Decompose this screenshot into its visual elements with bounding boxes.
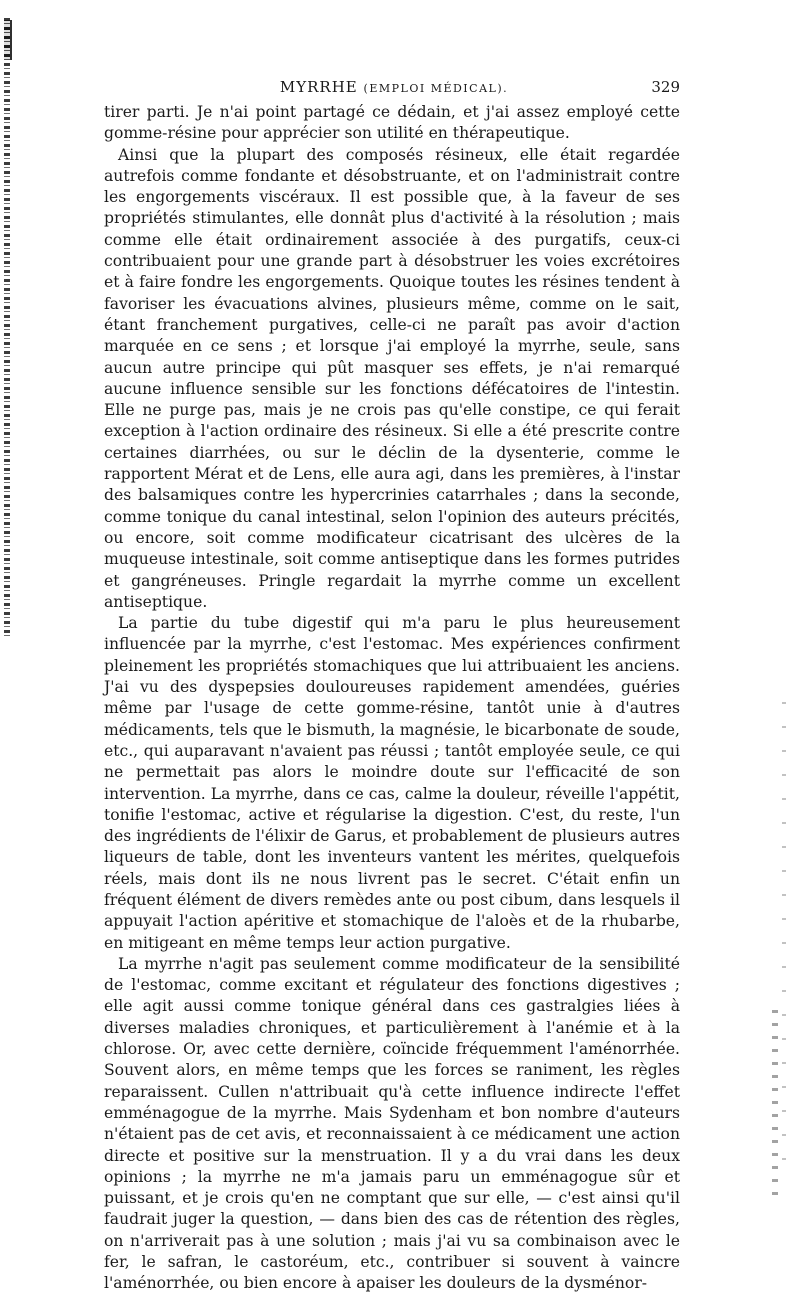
body-text	[104, 102, 680, 1295]
paragraph: La partie du tube digestif qui m'a paru le plus heureusement influencée par la myrrhe, c'est l'estomac. Mes expériences confirment pleinement les propriétés stomachiques que lui attribuaient les anciens. J'ai vu des dyspepsies douloureuses rapidement amendées, guéries même par l'usage de cette gomme-résine, tantôt unie à d'autres médicaments, tels que le bismuth, la magnésie, le bicarbonate de soude, etc., qui auparavant n'avaient pas réussi ; tantôt employée seule, ce qui ne permettait pas alors le moindre doute sur l'efficacité de son intervention. La myrrhe, dans ce cas, calme la douleur, réveille l'appétit, tonifie l'estomac, active et régularise la digestion. C'est, du reste, l'un des ingrédients de l'élixir de Garus, et probablement de plusieurs autres liqueurs de table, dont les inventeurs vantent les mérites, quelquefois réels, mais dont ils ne nous livrent pas le secret. C'était enfin un fréquent élément de divers remèdes ante ou post cibum, dans lesquels il appuyait l'action apéritive et stomachique de l'aloès et de la rhubarbe, en mitigeant en même temps leur action purgative.	[104, 614, 680, 952]
scan-specks	[782, 680, 786, 1180]
header-title: MYRRHE	[279, 78, 358, 96]
paragraph: Ainsi que la plupart des composés résineux, elle était regardée autrefois comme fondante et désobstruante, et on l'administrait contre les engorgements viscéraux. Il est possible que, à la faveur de ses propriétés stimulantes, elle donnât plus d'activité à la résolution ; mais comme elle était ordinairement associée à des purgatifs, ceux-ci contribuaient pour une grande part à désobstruer les voies excrétoires et à faire fondre les engorgements. Quoique toutes les résines tendent à favoriser les évacuations alvines, plusieurs même, comme on le sait, étant franchement purgatives, celle-ci ne paraît pas avoir d'action marquée en ce sens ; et lorsque j'ai employé la myrrhe, seule, sans aucun autre principe qui pût masquer ses effets, je n'ai remarqué aucune influence sensible sur les fonctions défécatoires de l'intestin. Elle ne purge pas, mais je ne crois pas qu'elle constipe, ce qui ferait exception à l'action ordinaire des résineux. Si elle a été prescrite contre certaines diarrhées, ou sur le déclin de la dysenterie, comme le rapportent Mérat et de Lens, elle aura agi, dans les premières, à l'instar des balsamiques contre les hypercrinies catarrhales ; dans la seconde, comme tonique du canal intestinal, selon l'opinion des auteurs précités, ou encore, soit comme modificateur cicatrisant des ulcères de la muqueuse intestinale, soit comme antiseptique dans les formes putrides et gangréneuses. Pringle regardait la myrrhe comme un excellent antiseptique.	[104, 145, 680, 611]
running-title	[108, 78, 680, 96]
paragraph-continuation: tirer parti. Je n'ai point partagé ce dédain, et j'ai assez employé cette gomme-résine pour apprécier son utilité en thérapeutique.	[104, 103, 680, 143]
scan-specks-lower	[772, 1000, 778, 1200]
header-subtitle: (EMPLOI MÉDICAL).	[363, 82, 509, 95]
running-head	[108, 78, 680, 100]
page-number: 329	[651, 78, 680, 96]
paragraph: La myrrhe n'agit pas seulement comme modificateur de la sensibilité de l'estomac, comme excitant et régulateur des fonctions digestives ; elle agit aussi comme tonique général dans ces gastralgies liées à diverses maladies chroniques, et particulièrement à l'anémie et à la chlorose. Or, avec cette dernière, coïncide fréquemment l'aménorrhée. Souvent alors, en même temps que les forces se raniment, les règles reparaissent. Cullen n'attribuait qu'à cette influence indirecte l'effet emménagogue de la myrrhe. Mais Sydenham et bon nombre d'auteurs n'étaient pas de cet avis, et reconnaissaient à ce médicament une action directe et positive sur la menstruation. Il y a du vrai dans les deux opinions ; la myrrhe ne m'a jamais paru un emménagogue sûr et puissant, et je crois qu'en ne comptant que sur elle, — c'est ainsi qu'il faudrait juger la question, — dans bien des cas de rétention des règles, on n'arriverait pas à une solution ; mais j'ai vu sa combinaison avec le fer, le safran, le castoréum, etc., contribuer si souvent à vaincre l'aménorrhée, ou bien encore à apaiser les douleurs de la dysménor-	[104, 954, 680, 1293]
binding-edge	[4, 18, 10, 638]
